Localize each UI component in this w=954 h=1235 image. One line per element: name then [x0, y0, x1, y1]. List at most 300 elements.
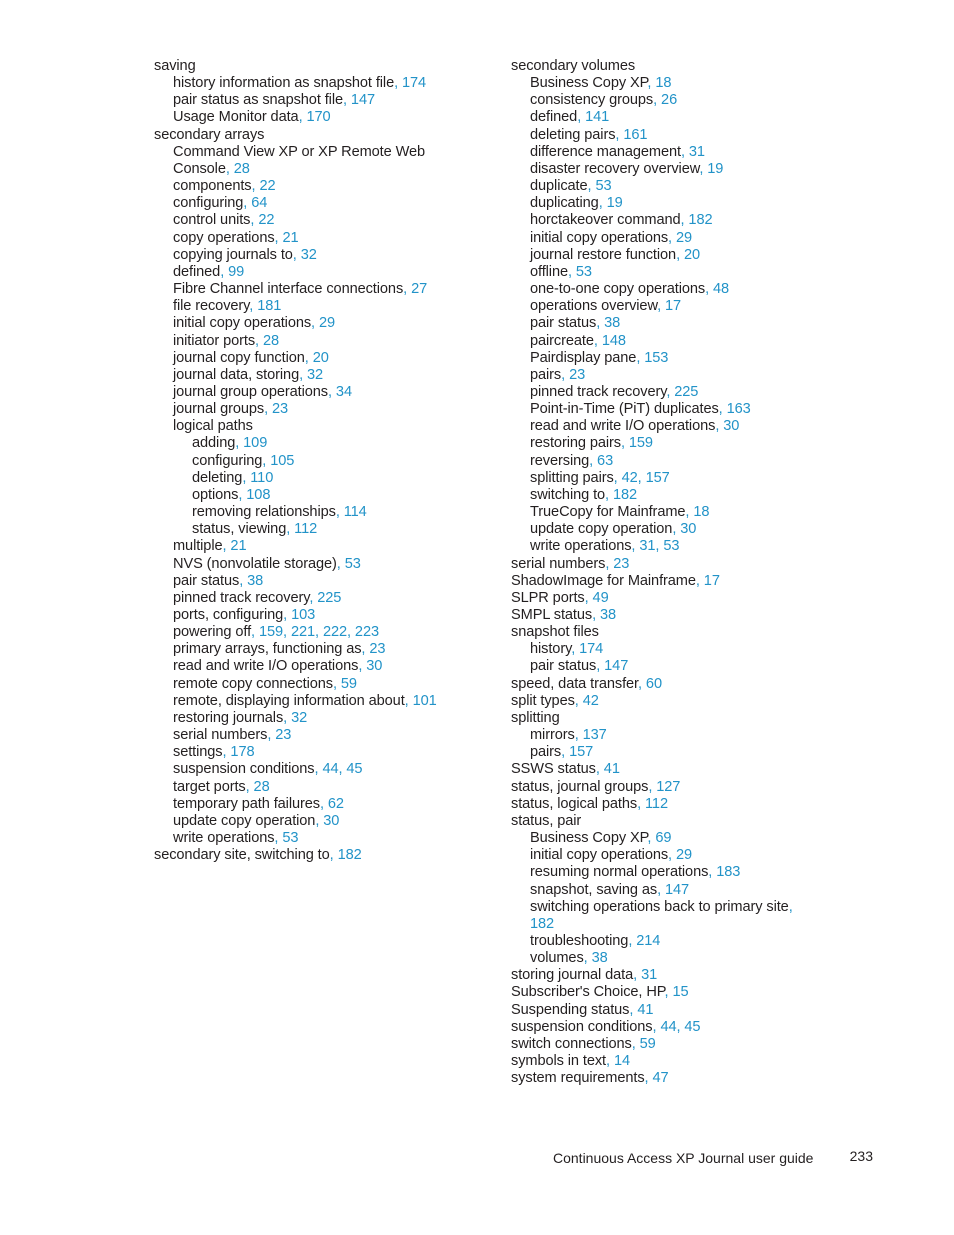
page-link[interactable]: 159	[628, 435, 653, 452]
index-subentry: NVS (nonvolatile storage), 53	[173, 555, 361, 572]
index-subentry: remote, displaying information about, 101	[173, 692, 437, 709]
page-link[interactable]: 53	[663, 538, 680, 555]
index-entry: SMPL status, 38	[511, 607, 617, 623]
index-subentry: horctakeover command, 182	[530, 212, 713, 229]
index-subentry: removing relationships, 114	[192, 504, 367, 521]
index-entry: symbols in text, 14	[511, 1053, 630, 1070]
index-subentry: journal groups, 23	[173, 401, 289, 418]
index-subentry: Business Copy XP, 18	[530, 75, 672, 92]
page-link[interactable]: 44	[322, 761, 339, 778]
page-link[interactable]: 163	[726, 401, 751, 418]
page-link[interactable]: 22	[258, 212, 275, 229]
index-term: status, journal groups	[511, 778, 649, 795]
index-subentry: multiple, 21	[173, 538, 247, 555]
index-term: SLPR ports	[511, 589, 585, 606]
index-subentry: initiator ports, 28	[173, 332, 280, 349]
page-link[interactable]: 183	[716, 864, 741, 881]
index-term: Suspending status	[511, 1001, 630, 1018]
index-subentry: difference management, 31	[530, 143, 705, 160]
index-term: options	[192, 486, 239, 503]
index-subentry: pair status as snapshot file, 147	[173, 92, 375, 109]
index-subentry: reversing, 63	[530, 452, 614, 469]
index-subentry: offline, 53	[530, 263, 592, 280]
index-entry	[154, 58, 494, 75]
page-link[interactable]: 29	[675, 847, 693, 864]
page-link[interactable]: 64	[251, 195, 268, 212]
page-link[interactable]: 182	[612, 486, 638, 503]
page-link[interactable]: 101	[412, 692, 437, 709]
index-subentry: restoring journals, 32	[173, 709, 308, 726]
page-link[interactable]: 41	[603, 761, 620, 778]
index-term: saving	[154, 58, 196, 74]
index-term: journal restore function	[530, 246, 677, 263]
index-entry: ShadowImage for Mainframe, 17	[511, 572, 720, 589]
index-column-right	[511, 58, 841, 1087]
index-term: Command View XP or XP Remote Web	[173, 143, 426, 160]
index-term: journal groups	[173, 401, 265, 418]
page-link[interactable]: 15	[672, 984, 689, 1001]
page-link[interactable]: 147	[604, 658, 629, 675]
page-link[interactable]: 30	[323, 812, 340, 829]
index-subentry: splitting pairs, 42, 157	[530, 469, 670, 486]
index-subentry: target ports, 28	[173, 778, 270, 795]
index-subentry: read and write I/O operations, 30	[530, 418, 740, 435]
index-term: deleting	[192, 469, 243, 486]
page-link[interactable]: 178	[230, 744, 255, 761]
page-link[interactable]: 62	[327, 795, 344, 812]
page-link[interactable]: 112	[645, 795, 668, 812]
index-term: volumes	[530, 950, 584, 967]
index-subentry	[511, 899, 841, 916]
page-link[interactable]: 157	[645, 469, 670, 486]
index-subentry: Fibre Channel interface connections, 27	[173, 281, 428, 298]
index-term: adding	[192, 435, 236, 452]
index-term: Pairdisplay pane	[530, 349, 637, 366]
index-term: switching operations back to primary site	[530, 898, 789, 915]
index-term: write operations	[530, 538, 632, 555]
index-term: pair status	[173, 572, 240, 589]
index-term: read and write I/O operations	[530, 418, 716, 435]
index-subentry: pair status, 38	[530, 315, 621, 332]
page-link[interactable]: 20	[683, 246, 701, 263]
page-link[interactable]: 41	[637, 1001, 654, 1018]
page-link[interactable]: 30	[680, 521, 697, 538]
page-link[interactable]: 53	[344, 555, 361, 572]
index-term: copy operations	[173, 229, 275, 246]
page-link[interactable]: 31	[641, 967, 658, 984]
index-term: splitting pairs	[530, 469, 614, 486]
index-subentry: file recovery, 181	[173, 298, 282, 315]
index-term: restoring journals	[173, 709, 284, 726]
index-subentry: pinned track recovery, 225	[173, 589, 342, 606]
index-subentry: copying journals to, 32	[173, 246, 317, 263]
page-link[interactable]: 26	[661, 92, 678, 109]
index-entry: storing journal data, 31	[511, 967, 658, 984]
index-subentry: disaster recovery overview, 19	[530, 160, 724, 177]
page-link[interactable]: 29	[318, 315, 336, 332]
page-link[interactable]: 223	[354, 624, 379, 641]
index-entry	[154, 127, 494, 144]
index-subentry: mirrors, 137	[530, 727, 607, 744]
index-subentry: primary arrays, functioning as, 23	[173, 641, 386, 658]
page-link[interactable]: 18	[655, 75, 672, 92]
index-subentry: one-to-one copy operations, 48	[530, 281, 730, 298]
page-link[interactable]: 38	[591, 950, 608, 967]
index-term: pinned track recovery	[173, 589, 310, 606]
index-term: target ports	[173, 778, 246, 795]
index-term: storing journal data	[511, 967, 634, 984]
index-term: pair status as snapshot file	[173, 92, 343, 109]
index-term: horctakeover command	[530, 212, 681, 229]
index-term: logical paths	[173, 418, 253, 435]
page-link[interactable]: 147	[350, 92, 375, 109]
index-term: journal data, storing	[173, 366, 300, 383]
index-term: file recovery	[173, 298, 250, 315]
page-link[interactable]: 53	[282, 830, 299, 847]
page-link[interactable]: 21	[282, 229, 299, 246]
page-link[interactable]: 42	[621, 469, 638, 486]
page-link[interactable]: 29	[675, 229, 693, 246]
index-term: write operations	[173, 830, 275, 847]
page-link[interactable]: 161	[623, 126, 648, 143]
page-link[interactable]: 34	[335, 383, 352, 400]
index-subentry: initial copy operations, 29	[530, 847, 693, 864]
page-link[interactable]: 23	[272, 401, 289, 418]
page-link[interactable]: 170	[306, 109, 331, 126]
index-term: troubleshooting	[530, 932, 629, 949]
index-subentry: remote copy connections, 59	[173, 675, 357, 692]
page-link[interactable]: 14	[613, 1053, 630, 1070]
index-term: journal group operations	[173, 383, 328, 400]
index-subentry: pair status, 38	[173, 572, 264, 589]
page-link[interactable]: 38	[247, 572, 264, 589]
page-link[interactable]: 45	[346, 761, 363, 778]
index-subentry: history information as snapshot file, 174	[173, 75, 427, 92]
index-term: components	[173, 178, 252, 195]
index-term: disaster recovery overview	[530, 160, 700, 177]
index-term: restoring pairs	[530, 435, 621, 452]
index-term: multiple	[173, 538, 223, 555]
index-term: initial copy operations	[173, 315, 312, 332]
index-term: Point-in-Time (PiT) duplicates	[530, 401, 719, 418]
page-link[interactable]: 22	[259, 178, 276, 195]
index-term: Subscriber's Choice, HP	[511, 984, 665, 1001]
index-term: snapshot, saving as	[530, 881, 658, 898]
page-link[interactable]: 59	[639, 1035, 656, 1052]
index-term: Console	[173, 160, 226, 177]
page-link[interactable]: 44	[660, 1018, 677, 1035]
index-term: Business Copy XP	[530, 830, 648, 847]
page-link[interactable]: 32	[307, 366, 324, 383]
page-link[interactable]: 103	[291, 607, 316, 623]
index-term: consistency groups	[530, 92, 654, 109]
page-link[interactable]: 17	[703, 572, 720, 589]
index-subentry: deleting pairs, 161	[530, 126, 648, 143]
page-link[interactable]: 53	[575, 263, 592, 280]
index-term: snapshot files	[511, 624, 599, 641]
index-term: speed, data transfer	[511, 675, 638, 692]
page-link[interactable]: 153	[644, 349, 669, 366]
page-link[interactable]: 141	[585, 109, 610, 126]
index-subentry: control units, 22	[173, 212, 275, 229]
page-link[interactable]: 32	[300, 246, 317, 263]
index-subentry: defined, 99	[173, 263, 245, 280]
page-link[interactable]: 225	[674, 383, 699, 400]
index-entry: switch connections, 59	[511, 1035, 656, 1052]
index-term: ShadowImage for Mainframe	[511, 572, 696, 589]
page-link[interactable]: 31	[688, 143, 705, 160]
index-entry: split types, 42	[511, 692, 599, 709]
index-entry: serial numbers, 23	[511, 555, 630, 572]
index-term: initial copy operations	[530, 847, 669, 864]
index-entry: status, logical paths, 112	[511, 795, 668, 812]
index-term: secondary arrays	[154, 126, 265, 143]
page-link[interactable]: 99	[228, 263, 245, 280]
page-link[interactable]: 45	[684, 1018, 701, 1035]
index-subentry: suspension conditions, 44, 45	[173, 761, 363, 778]
index-term: one-to-one copy operations	[530, 281, 706, 298]
index-subentry: pinned track recovery, 225	[530, 383, 699, 400]
index-subentry: ports, configuring, 103	[173, 607, 316, 623]
index-subentry: update copy operation, 30	[530, 521, 697, 538]
index-term: primary arrays, functioning as	[173, 641, 362, 658]
page-link[interactable]: 159	[258, 624, 284, 641]
index-subentry: Usage Monitor data, 170	[173, 109, 331, 126]
page-number: 233	[849, 1148, 873, 1164]
page-link[interactable]: 112	[294, 521, 318, 538]
index-subentry: update copy operation, 30	[173, 812, 340, 829]
index-term: history information as snapshot file	[173, 75, 395, 92]
page-link[interactable]: 30	[723, 418, 740, 435]
index-subentry: options, 108	[192, 486, 271, 503]
index-term: initial copy operations	[530, 229, 669, 246]
index-term: remote, displaying information about	[173, 692, 405, 709]
page-link[interactable]: 23	[275, 727, 292, 744]
index-term: duplicating	[530, 195, 599, 212]
page-link[interactable]: 28	[253, 778, 270, 795]
page-link[interactable]: 23	[569, 366, 586, 383]
index-subentry: settings, 178	[173, 744, 255, 761]
index-subentry: journal group operations, 34	[173, 383, 352, 400]
index-term: symbols in text	[511, 1053, 607, 1070]
index-term: pinned track recovery	[530, 383, 667, 400]
index-subentry	[154, 418, 494, 435]
index-term: journal copy function	[173, 349, 305, 366]
index-term: configuring	[192, 452, 263, 469]
index-subentry: copy operations, 21	[173, 229, 299, 246]
index-term: SMPL status	[511, 607, 593, 623]
index-subentry: Business Copy XP, 69	[530, 830, 672, 847]
index-term: status, logical paths	[511, 795, 638, 812]
index-entry: secondary site, switching to, 182	[154, 847, 362, 864]
index-subentry: initial copy operations, 29	[173, 315, 336, 332]
page-link[interactable]: 31	[639, 538, 656, 555]
page-link[interactable]: 182	[530, 915, 555, 932]
index-term: remote copy connections	[173, 675, 333, 692]
index-subentry: resuming normal operations, 183	[530, 864, 741, 881]
index-term: reversing	[530, 452, 590, 469]
index-term: defined	[530, 109, 578, 126]
index-term: Usage Monitor data	[173, 109, 299, 126]
page-link[interactable]: 105	[270, 452, 295, 469]
separator: ,	[788, 898, 793, 915]
index-term: initiator ports	[173, 332, 256, 349]
index-term: read and write I/O operations	[173, 658, 359, 675]
index-subentry: status, viewing, 112	[192, 521, 318, 538]
index-entry	[511, 813, 841, 830]
page-link[interactable]: 221	[290, 624, 316, 641]
index-subentry: troubleshooting, 214	[530, 932, 661, 949]
index-subentry: operations overview, 17	[530, 298, 682, 315]
index-subentry: temporary path failures, 62	[173, 795, 344, 812]
page-link[interactable]: 214	[636, 932, 661, 949]
page-link[interactable]: 110	[250, 469, 274, 486]
page-link[interactable]: 23	[369, 641, 386, 658]
page-link[interactable]: 19	[707, 160, 724, 177]
index-entry	[511, 624, 841, 641]
index-term: ports, configuring	[173, 607, 284, 623]
index-subentry: deleting, 110	[192, 469, 274, 486]
index-term: Fibre Channel interface connections	[173, 281, 404, 298]
index-term: secondary volumes	[511, 58, 636, 74]
index-subentry: configuring, 105	[192, 452, 295, 469]
index-term: secondary site, switching to	[154, 847, 330, 864]
index-term: suspension conditions	[511, 1018, 653, 1035]
index-term: update copy operation	[530, 521, 673, 538]
index-subentry: components, 22	[173, 178, 276, 195]
index-term: system requirements	[511, 1070, 645, 1087]
index-term: status, viewing	[192, 521, 287, 538]
index-term: removing relationships	[192, 504, 336, 521]
page-link[interactable]: 60	[645, 675, 662, 692]
page-link[interactable]: 32	[291, 709, 308, 726]
index-term: pairs	[530, 744, 562, 761]
page-link[interactable]: 182	[688, 212, 713, 229]
index-subentry: Pairdisplay pane, 153	[530, 349, 669, 366]
index-term: switch connections	[511, 1035, 632, 1052]
page-link[interactable]: 137	[582, 727, 607, 744]
index-subentry: write operations, 31, 53	[530, 538, 680, 555]
index-entry: speed, data transfer, 60	[511, 675, 662, 692]
index-term: mirrors	[530, 727, 575, 744]
index-subentry: powering off, 159, 221, 222, 223	[173, 624, 379, 641]
index-entry	[511, 58, 841, 75]
page-link[interactable]: 17	[665, 298, 682, 315]
index-subentry: switching to, 182	[530, 486, 638, 503]
index-term: NVS (nonvolatile storage)	[173, 555, 337, 572]
page-link[interactable]: 18	[693, 504, 710, 521]
page-link[interactable]: 157	[569, 744, 594, 761]
page-link[interactable]: 69	[655, 830, 672, 847]
index-subentry: write operations, 53	[173, 830, 299, 847]
index-column-left	[154, 58, 494, 864]
page-link[interactable]: 108	[246, 486, 271, 503]
page-link[interactable]: 21	[230, 538, 247, 555]
index-subentry: journal copy function, 20	[173, 349, 329, 366]
index-subentry: adding, 109	[192, 435, 268, 452]
index-entry: SLPR ports, 49	[511, 589, 609, 606]
index-term: TrueCopy for Mainframe	[530, 504, 686, 521]
index-entry: system requirements, 47	[511, 1070, 669, 1087]
index-term: copying journals to	[173, 246, 293, 263]
index-term: pair status	[530, 658, 597, 675]
page-link[interactable]: 28	[262, 332, 280, 349]
footer-title: Continuous Access XP Journal user guide	[553, 1150, 814, 1166]
index-term: powering off	[173, 624, 252, 641]
index-term: SSWS status	[511, 761, 596, 778]
page-link[interactable]: 20	[312, 349, 329, 366]
index-subentry: Console, 28	[173, 160, 250, 177]
index-term: serial numbers	[511, 555, 606, 572]
index-subentry	[511, 916, 841, 933]
page-link[interactable]: 182	[337, 847, 362, 864]
index-subentry: duplicate, 53	[530, 178, 612, 195]
page-link[interactable]: 27	[411, 281, 428, 298]
index-term: resuming normal operations	[530, 864, 709, 881]
page-link[interactable]: 49	[592, 589, 609, 606]
page-link[interactable]: 28	[233, 160, 250, 177]
index-term: configuring	[173, 195, 244, 212]
page-link[interactable]: 48	[713, 281, 730, 298]
page-link[interactable]: 53	[595, 178, 612, 195]
index-entry: Subscriber's Choice, HP, 15	[511, 984, 689, 1001]
index-subentry: pair status, 147	[530, 658, 629, 675]
page-link[interactable]: 47	[652, 1070, 669, 1087]
index-term: deleting pairs	[530, 126, 616, 143]
page-link[interactable]: 222	[322, 624, 347, 641]
page-link[interactable]: 38	[600, 607, 617, 623]
page-link[interactable]: 19	[606, 195, 623, 212]
index-term: status, pair	[511, 812, 582, 829]
page-link[interactable]: 148	[601, 332, 626, 349]
index-term: pairs	[530, 366, 562, 383]
index-subentry: duplicating, 19	[530, 195, 623, 212]
index-term: pair status	[530, 315, 597, 332]
page-link[interactable]: 174	[579, 641, 604, 658]
index-entry	[511, 710, 841, 727]
page-link[interactable]: 59	[340, 675, 357, 692]
index-term: Business Copy XP	[530, 75, 648, 92]
index-subentry: pairs, 157	[530, 744, 594, 761]
page-link[interactable]: 30	[366, 658, 383, 675]
index-term: update copy operation	[173, 812, 316, 829]
page-link[interactable]: 109	[243, 435, 268, 452]
page-link[interactable]: 114	[343, 504, 367, 521]
index-subentry: configuring, 64	[173, 195, 268, 212]
index-term: offline	[530, 263, 568, 280]
page-link[interactable]: 127	[656, 778, 681, 795]
index-term: split types	[511, 692, 575, 709]
index-entry: status, journal groups, 127	[511, 778, 681, 795]
page-link[interactable]: 181	[257, 298, 282, 315]
index-term: defined	[173, 263, 221, 280]
index-term: splitting	[511, 709, 560, 726]
index-subentry: history, 174	[530, 641, 604, 658]
index-subentry: paircreate, 148	[530, 332, 626, 349]
index-entry: SSWS status, 41	[511, 761, 620, 778]
index-entry: Suspending status, 41	[511, 1001, 654, 1018]
index-subentry: pairs, 23	[530, 366, 586, 383]
page-link[interactable]: 147	[665, 881, 690, 898]
page-link[interactable]: 63	[597, 452, 614, 469]
page-link[interactable]: 225	[317, 589, 342, 606]
page-link[interactable]: 23	[613, 555, 630, 572]
index-subentry: Point-in-Time (PiT) duplicates, 163	[530, 401, 751, 418]
index-subentry: consistency groups, 26	[530, 92, 678, 109]
page-link[interactable]: 38	[604, 315, 621, 332]
page-link[interactable]: 174	[402, 75, 427, 92]
page-link[interactable]: 42	[582, 692, 599, 709]
